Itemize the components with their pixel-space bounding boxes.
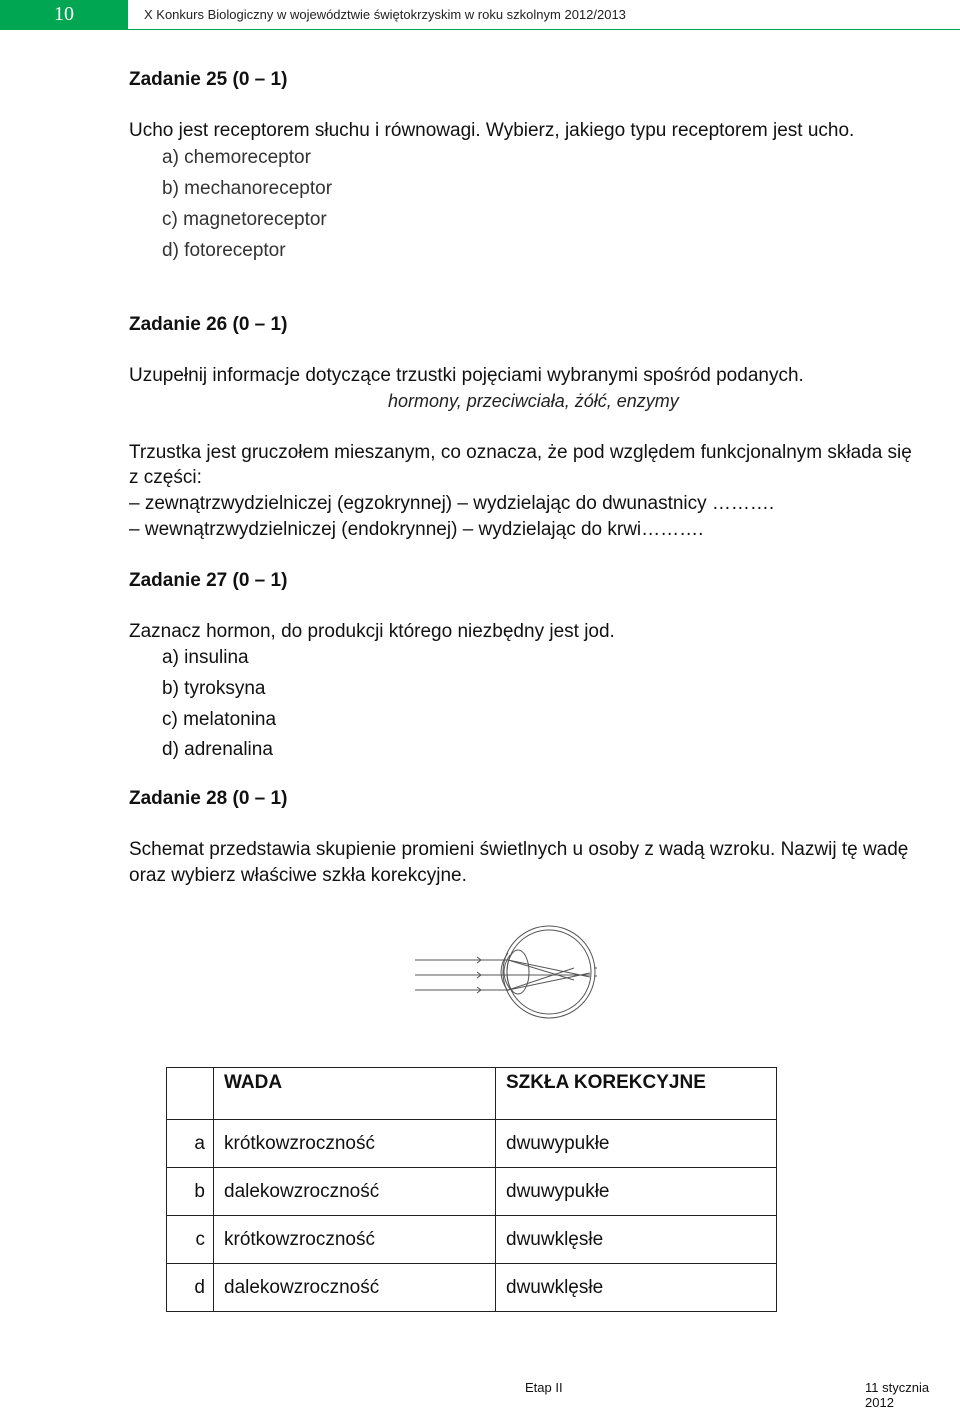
footer-stage: Etap II [525, 1380, 563, 1395]
table-cell-lenses: dwuwypukłe [496, 1168, 777, 1216]
correction-table [166, 1067, 777, 1312]
table-cell-defect: krótkowzroczność [214, 1216, 496, 1264]
table-cell-lenses: dwuwklęsłe [496, 1216, 777, 1264]
task-25-option-c: c) magnetoreceptor [162, 209, 327, 230]
table-cell-letter: c [167, 1216, 214, 1264]
task-27-option-a: a) insulina [162, 647, 249, 668]
task-27-heading: Zadanie 27 (0 – 1) [129, 570, 288, 591]
table-cell-letter: d [167, 1264, 214, 1312]
table-cell-defect: dalekowzroczność [214, 1264, 496, 1312]
task-26-heading: Zadanie 26 (0 – 1) [129, 314, 288, 335]
table-cell-defect: dalekowzroczność [214, 1168, 496, 1216]
table-cell-lenses: dwuwklęsłe [496, 1264, 777, 1312]
table-header-row [167, 1068, 777, 1120]
task-27-option-b: b) tyroksyna [162, 678, 266, 699]
task-25-question: Ucho jest receptorem słuchu i równowagi. Wybierz, jakiego typu receptorem jest ucho. [129, 120, 855, 141]
header-title: X Konkurs Biologiczny w województwie świętokrzyskim w roku szkolnym 2012/2013 [144, 7, 626, 22]
task-25-option-b: b) mechanoreceptor [162, 178, 333, 199]
header-divider [0, 29, 960, 30]
page-number: 10 [0, 0, 128, 29]
task-27-option-c: c) melatonina [162, 709, 277, 730]
task-27-option-d: d) adrenalina [162, 739, 273, 760]
table-row [167, 1216, 777, 1264]
task-27-question: Zaznacz hormon, do produkcji którego niezbędny jest jod. [129, 621, 615, 642]
task-26-exocrine-line: – zewnątrzwydzielniczej (egzokrynnej) – wydzielając do dwunastnicy ………. [129, 493, 775, 514]
table-cell-letter: b [167, 1168, 214, 1216]
table-row [167, 1264, 777, 1312]
task-28-question-line1: Schemat przedstawia skupienie promieni świetlnych u osoby z wadą wzroku. Nazwij tę wadę [129, 839, 909, 860]
task-25-option-d: d) fotoreceptor [162, 240, 286, 261]
task-26-question: Uzupełnij informacje dotyczące trzustki pojęciami wybranymi spośród podanych. [129, 365, 804, 386]
task-26-endocrine-line: – wewnątrzwydzielniczej (endokrynnej) – wydzielając do krwi………. [129, 519, 704, 540]
task-26-text-line2: z części: [129, 467, 202, 488]
task-26-terms: hormony, przeciwciała, żółć, enzymy [388, 391, 679, 411]
task-26-text-line1: Trzustka jest gruczołem mieszanym, co oznacza, że pod względem funkcjonalnym składa się [129, 442, 912, 463]
footer-date: 11 stycznia 2012 [865, 1380, 930, 1410]
table-cell-lenses: dwuwypukłe [496, 1120, 777, 1168]
task-25-heading: Zadanie 25 (0 – 1) [129, 69, 288, 90]
table-row [167, 1168, 777, 1216]
task-28-heading: Zadanie 28 (0 – 1) [129, 788, 288, 809]
task-28-question-line2: oraz wybierz właściwe szkła korekcyjne. [129, 865, 467, 886]
eye-diagram [410, 925, 605, 1020]
table-header-cell: SZKŁA KOREKCYJNE [496, 1068, 777, 1120]
table-cell-letter: a [167, 1120, 214, 1168]
table-cell-defect: krótkowzroczność [214, 1120, 496, 1168]
table-row [167, 1120, 777, 1168]
task-25-option-a: a) chemoreceptor [162, 147, 311, 168]
table-header-cell: WADA [214, 1068, 496, 1120]
page-header [0, 0, 960, 32]
table-header-cell [167, 1068, 214, 1120]
